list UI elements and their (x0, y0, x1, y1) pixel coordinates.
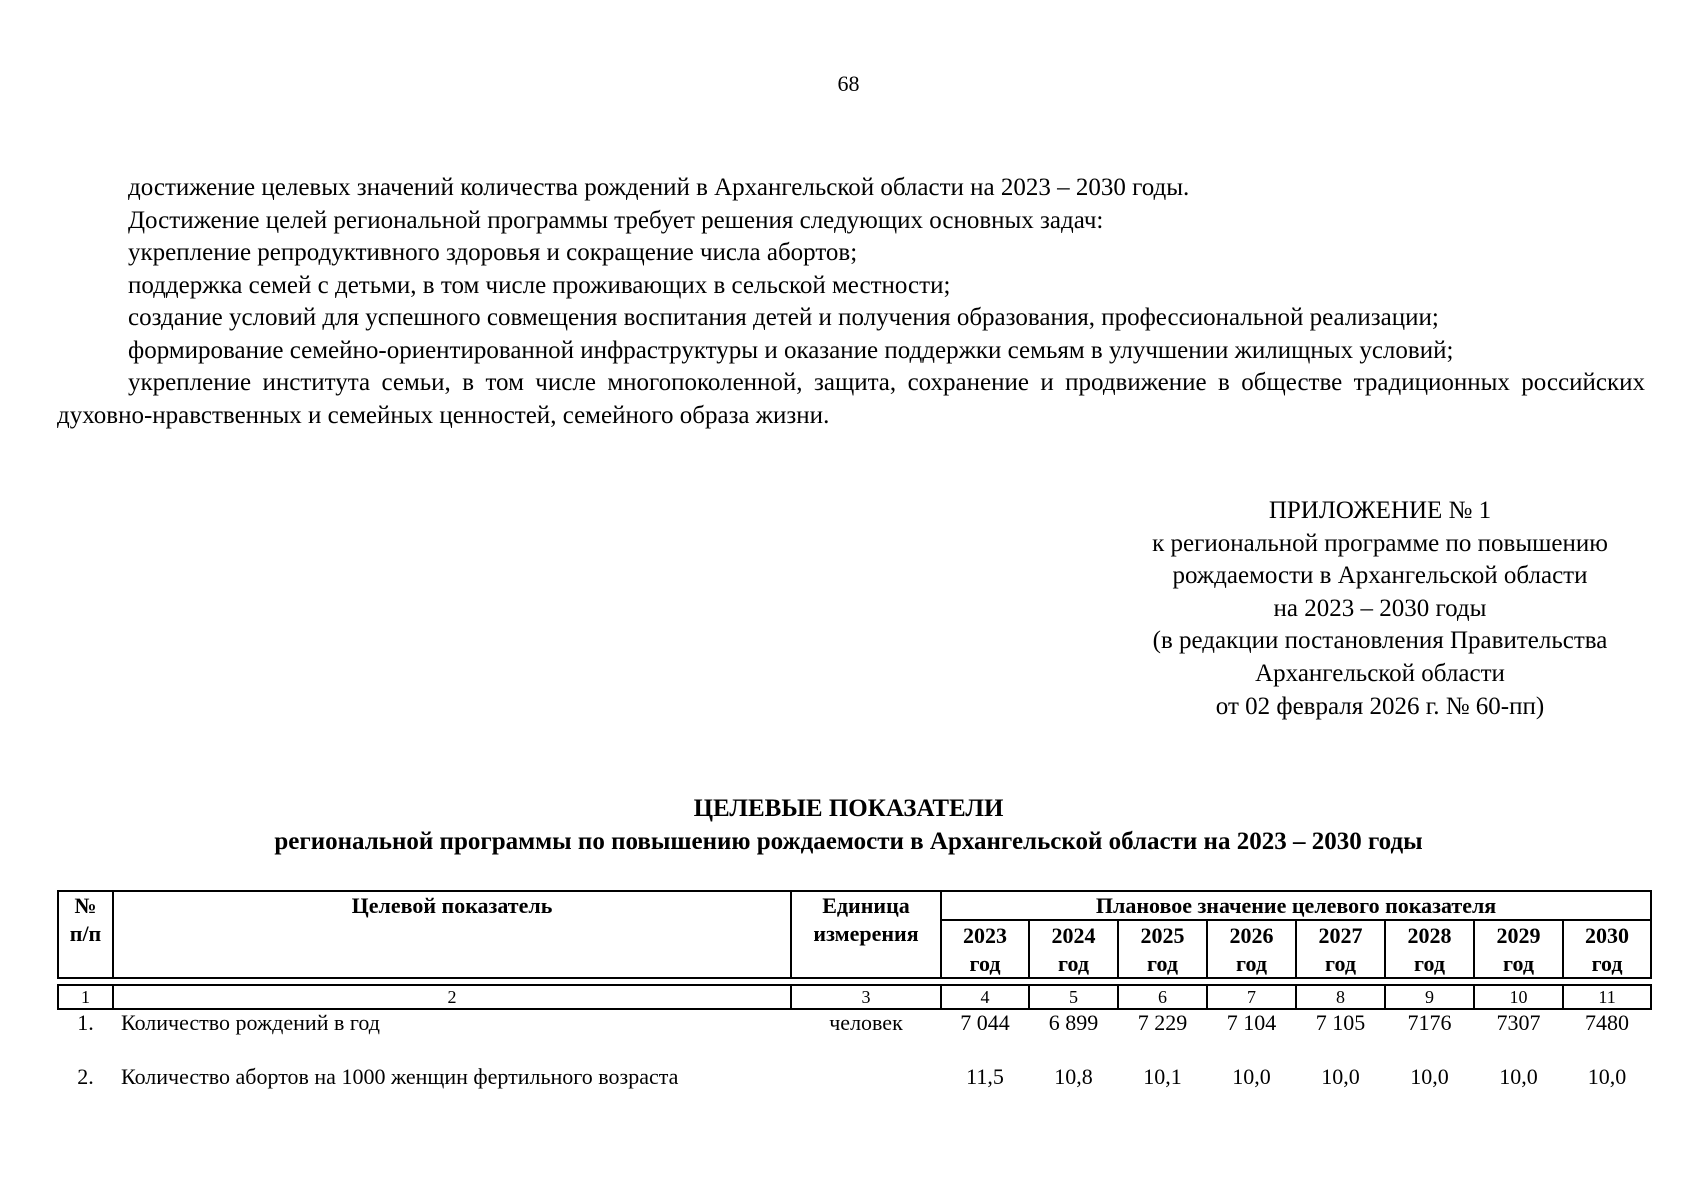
header-year-word: год (1563, 951, 1651, 978)
column-number: 2 (113, 985, 791, 1009)
header-year: 2029 (1474, 920, 1563, 951)
paragraph: поддержка семей с детьми, в том числе проживающих в сельской местности; (128, 271, 951, 299)
header-num-line: № (74, 893, 97, 918)
column-number: 5 (1029, 985, 1118, 1009)
header-year: 2023 (941, 920, 1029, 951)
appendix-block (1100, 495, 1660, 723)
appendix-line: к региональной программе по повышению (1152, 529, 1608, 557)
paragraph: достижение целевых значений количества рождений в Архангельской области на 2023 – 2030 годы. (128, 174, 1190, 201)
row-value: 7176 (1407, 1010, 1452, 1035)
paragraph: создание условий для успешного совмещения воспитания детей и получения образования, профессиональной реализации; (128, 304, 1439, 331)
target-indicators-table (57, 890, 1652, 1104)
column-number: 1 (58, 985, 113, 1009)
column-number: 3 (791, 985, 941, 1009)
row-value: 7307 (1496, 1010, 1541, 1035)
header-year: 2028 (1385, 920, 1474, 951)
row-value: 10,1 (1143, 1064, 1182, 1089)
appendix-line: (в редакции постановления Правительства (1152, 627, 1608, 655)
header-plan: Плановое значение целевого показателя (941, 891, 1651, 920)
row-value: 10,0 (1499, 1064, 1538, 1089)
paragraph: формирование семейно-ориентированной инфраструктуры и оказание поддержки семьям в улучшении жилищных условий; (128, 336, 1454, 364)
header-spacer (58, 978, 1651, 985)
row-value: 10,0 (1321, 1064, 1360, 1089)
column-number: 7 (1207, 985, 1296, 1009)
row-value: 7480 (1585, 1010, 1630, 1035)
row-value: 10,0 (1587, 1064, 1627, 1089)
header-year-word: год (1385, 951, 1474, 978)
row-value: 7 229 (1137, 1010, 1188, 1035)
column-number: 11 (1563, 985, 1651, 1009)
appendix-title: ПРИЛОЖЕНИЕ № 1 (1268, 497, 1492, 524)
header-year-word: год (941, 951, 1029, 978)
row-unit: человек (829, 1010, 903, 1035)
paragraph: укрепление репродуктивного здоровья и сокращение числа абортов; (128, 239, 858, 266)
row-number: 2. (77, 1064, 94, 1089)
header-year: 2030 (1563, 920, 1651, 951)
row-value: 7 105 (1315, 1010, 1366, 1035)
table-row (58, 1009, 1651, 1064)
header-year-word: год (1296, 951, 1385, 978)
header-year-word: год (1029, 951, 1118, 978)
row-value: 7 104 (1226, 1010, 1277, 1035)
column-number: 8 (1296, 985, 1385, 1009)
appendix-line: Архангельской области (1255, 659, 1505, 687)
column-number: 4 (941, 985, 1029, 1009)
header-year: 2027 (1296, 920, 1385, 951)
header-year-word: год (1474, 951, 1563, 978)
row-unit (791, 1064, 941, 1104)
header-unit-line: Единица (822, 893, 910, 918)
header-indicator: Целевой показатель (113, 891, 791, 978)
header-year-word: год (1207, 951, 1296, 978)
paragraph: укрепление института семьи, в том числе многопоколенной, защита, сохранение и продвижение в обществе традиционных российских духовно-нравственных и семейных ценностей, семейного образа жизни. (57, 369, 1645, 429)
column-number: 10 (1474, 985, 1563, 1009)
row-indicator: Количество рождений в год (121, 1010, 380, 1035)
table-subtitle: региональной программы по повышению рождаемости в Архангельской области на 2023 – 2030 годы (274, 828, 1423, 855)
paragraph: Достижение целей региональной программы требует решения следующих основных задач: (128, 206, 1104, 234)
row-value: 10,0 (1232, 1064, 1271, 1089)
row-value: 7 044 (960, 1010, 1010, 1035)
row-value: 11,5 (966, 1064, 1004, 1089)
header-num (58, 891, 113, 978)
body-text (57, 172, 1645, 432)
table-row (58, 1064, 1651, 1104)
header-year: 2025 (1118, 920, 1207, 951)
header-num-line: п/п (69, 921, 102, 946)
column-number: 9 (1385, 985, 1474, 1009)
header-unit-line: измерения (813, 921, 919, 946)
header-year: 2026 (1207, 920, 1296, 951)
row-value: 10,8 (1054, 1064, 1093, 1089)
row-number: 1. (77, 1010, 94, 1035)
column-number: 6 (1118, 985, 1207, 1009)
header-year-word: год (1118, 951, 1207, 978)
row-indicator: Количество абортов на 1000 женщин фертильного возраста (121, 1064, 679, 1089)
row-value: 6 899 (1048, 1010, 1099, 1035)
table-heading (0, 792, 1697, 858)
appendix-line: от 02 февраля 2026 г. № 60-пп) (1215, 692, 1545, 720)
header-year: 2024 (1029, 920, 1118, 951)
page-number: 68 (837, 71, 860, 96)
row-value: 10,0 (1410, 1064, 1449, 1089)
appendix-line: рождаемости в Архангельской области (1172, 562, 1588, 590)
appendix-line: на 2023 – 2030 годы (1273, 594, 1487, 622)
table-title: ЦЕЛЕВЫЕ ПОКАЗАТЕЛИ (693, 795, 1004, 822)
header-unit (791, 891, 941, 978)
